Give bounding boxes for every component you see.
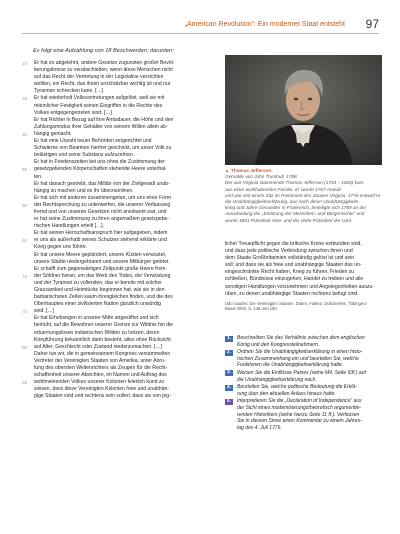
task-number-badge: 5. bbox=[226, 398, 231, 404]
text-line bbox=[16, 273, 218, 280]
text-line bbox=[16, 103, 218, 110]
caption-line: aus einer wohlhabenden Familie. Er wurde 1767 Anwalt bbox=[225, 186, 341, 192]
line-text: unsere Städte niedergebrannt und unsere Mitbürger getötet. bbox=[34, 258, 170, 265]
line-text: er uns als außerhalb seines Schutzes stehend erklärte und bbox=[34, 237, 167, 244]
line-text: Er hat Richter in Bezug auf ihre Amtsdauer, die Höhe und den bbox=[34, 116, 174, 123]
task-line: Beurteilen Sie, welche politische Bedeutung die Erklä- bbox=[237, 384, 357, 391]
line-text: Oberhauptes einer zivilisierten Nation gänzlich unwürdig bbox=[34, 301, 161, 308]
line-text: der Söldner heran, um das Werk des Todes, der Verwüstung bbox=[34, 272, 171, 279]
line-text: Er hat eine Unzahl neuer Behörden eingerichtet und bbox=[34, 138, 152, 145]
text-line bbox=[16, 230, 218, 237]
text-line bbox=[16, 259, 218, 266]
line-number: 55 bbox=[22, 167, 27, 173]
task-line: renden Historikers (siehe hierzu Seite 11 ff.). Verfassen bbox=[237, 411, 360, 418]
line-text: auf Alter, Geschlecht oder Zustand niederzumachen. […] bbox=[34, 343, 162, 350]
portrait-caption bbox=[225, 168, 387, 224]
line-number: 80 bbox=[22, 344, 27, 350]
line-text: Er hat unsere Meere geplündert, unsere Küsten verwüstet, bbox=[34, 251, 167, 258]
line-text: sind. […] bbox=[34, 308, 55, 315]
task-number-badge: 2. bbox=[226, 349, 231, 355]
line-text: wohlmeinenden Volkes unserer Kolonien feierlich kund zu bbox=[34, 379, 165, 386]
text-line bbox=[16, 358, 218, 365]
task-line: Interpretieren Sie die „Declaration of Independence“ aus bbox=[237, 398, 362, 405]
portrait-painting bbox=[225, 55, 382, 165]
task-line: tag des 4. Juli 1776. bbox=[237, 424, 282, 431]
text-line bbox=[16, 159, 218, 166]
source-line: Udo Sautter, Die Vereinigten Staaten. Daten, Fakten, Dokumente, Tübingen/ bbox=[225, 300, 367, 306]
line-text: Krieg gegen uns führte. bbox=[34, 244, 87, 251]
right-text-lines bbox=[225, 241, 385, 298]
line-text: gesetzgebenden Körperschaften stehende Heere unterhal- bbox=[34, 166, 167, 173]
source-reference bbox=[225, 301, 385, 312]
line-text: kerungskreise zu verabschieden, wenn diese Menschen nicht bbox=[34, 67, 173, 74]
text-line bbox=[16, 294, 218, 301]
task-line: der Sicht eines modernisierungstheoretisch argumentie- bbox=[237, 404, 361, 411]
text-line bbox=[16, 337, 218, 344]
line-number: 70 bbox=[22, 273, 27, 279]
text-line bbox=[16, 322, 218, 329]
text-line: sonstigen Handlungen vorzunehmen und Angelegenheiten auszu- bbox=[225, 283, 374, 290]
text-line bbox=[16, 124, 218, 131]
text-line bbox=[16, 223, 218, 230]
text-line: licher Treuepflicht gegen die britische Krone entbunden sind, bbox=[225, 241, 362, 247]
line-text: und der Tyrannei zu vollenden, das er bereits mit solcher bbox=[34, 279, 162, 286]
line-text: Schwärme von Beamten hierher geschickt, um unser Volk zu bbox=[34, 145, 172, 152]
line-number: 10 bbox=[22, 61, 27, 66]
text-line bbox=[16, 60, 218, 67]
line-text: gige Staaten sind und rechtens sein sollen; dass sie von jeg- bbox=[34, 393, 171, 400]
caption-text bbox=[225, 174, 387, 224]
line-text: hängig zu machen und es ihr überzuordnen. bbox=[34, 187, 134, 194]
line-text: barbarischsten Zeiten kaum ihresgleichen finden, und die des bbox=[34, 294, 173, 301]
text-line bbox=[16, 280, 218, 287]
line-number: 85 bbox=[22, 380, 27, 386]
text-line bbox=[16, 174, 218, 181]
line-text: Grausamkeit und Heimtücke begonnen hat, wie sie in den bbox=[34, 287, 165, 293]
text-line bbox=[16, 308, 218, 315]
line-text: Volkes entgegengetreten sind. […] bbox=[34, 109, 112, 116]
running-title: „American Revolution“: Ein moderner Staat entsteht bbox=[184, 21, 345, 28]
line-text: auf das Recht der Vertretung in der Legislative verzichten bbox=[34, 74, 164, 81]
line-text: Er schafft zum gegenwärtigen Zeitpunkt große Heere frem- bbox=[34, 265, 167, 272]
line-text: fremd und von unseren Gesetzen nicht anerkannt war, und bbox=[34, 208, 167, 215]
task-item bbox=[225, 370, 387, 383]
task-line: König und den Kongressteilnehmern. bbox=[237, 341, 320, 348]
line-text: bemüht, auf die Bewohner unserer Grenze zur Wildnis hin die bbox=[34, 322, 174, 329]
task-list bbox=[225, 335, 387, 432]
source-text-right-column bbox=[225, 241, 385, 312]
text-line bbox=[16, 344, 218, 351]
text-line bbox=[16, 188, 218, 195]
line-text: ten. bbox=[34, 173, 43, 180]
text-line bbox=[16, 237, 218, 244]
text-line bbox=[16, 351, 218, 358]
jefferson-portrait-image bbox=[225, 55, 382, 165]
line-text: hängig gemacht. bbox=[34, 130, 72, 137]
task-item bbox=[225, 349, 387, 369]
line-text: Zahlungsmodus ihrer Gehälter von seinem Willen allein ab- bbox=[34, 123, 168, 130]
text-line bbox=[16, 287, 218, 294]
task-line: rischen Zusammenhang ein und beurteilen Sie, welche bbox=[237, 355, 359, 362]
task-number-badge: 1. bbox=[226, 335, 231, 341]
task-item bbox=[225, 398, 387, 431]
line-text: Tyrannen schrecken kann. […] bbox=[34, 88, 104, 95]
header-rule bbox=[22, 33, 379, 34]
caption-line: Ausarbeitung der „Erklärung der Menschen- und Bürgerrechte“ und bbox=[225, 211, 365, 217]
text-line bbox=[16, 244, 218, 251]
text-line: schließen, Bündnisse einzugehen, Handel zu treiben und alle bbox=[225, 276, 364, 283]
line-text: Er hat in Friedenszeiten bei uns ohne die Zustimmung der bbox=[34, 159, 165, 166]
text-line: üben, zu denen unabhängige Staaten rechtens befugt sind. bbox=[225, 290, 359, 297]
task-line: Ordnen Sie die Unabhängigkeitserklärung in einen histo- bbox=[237, 349, 363, 356]
text-line bbox=[16, 117, 218, 124]
line-text: Er hat danach gestrebt, das Militär von der Zivilgewalt unab- bbox=[34, 180, 170, 187]
caption-line: Der aus Virginia stammende Thomas Jefferson (1743 – 1826) kam bbox=[225, 180, 364, 186]
page-header bbox=[22, 18, 379, 34]
line-text: Vertreter der Vereinigten Staaten von Amerika, unter Anru- bbox=[34, 357, 166, 364]
line-text: männlicher Festigkeit seinen Eingriffen in die Rechte des bbox=[34, 102, 163, 109]
line-text: Er hat Erhebungen in unserer Mitte angestiftet und sich bbox=[34, 315, 159, 322]
text-line: eingeschränkte Recht haben, Krieg zu führen, Frieden zu bbox=[225, 269, 355, 276]
line-text: Er hat sich mit anderen zusammengetan, um uns einer Form bbox=[34, 194, 172, 201]
triangle-icon: ▲ bbox=[225, 168, 229, 173]
text-line bbox=[16, 110, 218, 117]
source-text-left-column bbox=[16, 60, 218, 401]
line-text: belästigen und seine Substanz aufzuzehren. bbox=[34, 152, 135, 159]
task-line: Weisen Sie die Einflüsse Paines (siehe M4, Seite 93f.) auf bbox=[237, 369, 366, 376]
caption-line: die Unabhängigkeitserklärung, war nach deren Unabhängigkeits- bbox=[225, 199, 360, 205]
line-text: Er hat seinen Herrschaftsanspruch hier aufgegeben, indem bbox=[34, 230, 168, 237]
text-line bbox=[16, 131, 218, 138]
task-line: rung über den aktuellen Anlass hinaus hatte. bbox=[237, 390, 336, 397]
source-line: Basel 2000, S. 148 und 150 bbox=[225, 306, 277, 312]
line-number: 65 bbox=[22, 238, 27, 244]
task-line: Beschreiben Sie das Verhältnis zwischen dem englischen bbox=[237, 335, 365, 341]
text-line: soll; und dass sie als freie und unabhängige Staaten das un- bbox=[225, 262, 362, 269]
text-line bbox=[16, 372, 218, 379]
text-line bbox=[16, 216, 218, 223]
text-line: dem Staate Großbritannien vollständig gelöst ist und sein bbox=[225, 255, 355, 262]
text-line bbox=[16, 365, 218, 372]
text-line bbox=[16, 301, 218, 308]
line-text: wissen, dass diese Vereinigten Kolonien freie und unabhän- bbox=[34, 386, 170, 393]
text-line bbox=[16, 138, 218, 145]
text-line bbox=[16, 202, 218, 209]
line-text: Er hat es abgelehnt, andere Gesetze zugunsten großer Bevöl- bbox=[34, 60, 175, 66]
line-number: 60 bbox=[22, 202, 27, 208]
text-line bbox=[16, 81, 218, 88]
caption-line: und war seit einem Sitz im Parlament des Staates Virginia. 1776 entwarf er bbox=[225, 192, 381, 198]
text-line bbox=[16, 209, 218, 216]
line-text: wollten, ein Recht, das ihnen unschätzbar wichtig ist und nur bbox=[34, 81, 171, 88]
line-text: Kriegführung bekanntlich darin besteht, alles ohne Rücksicht bbox=[34, 336, 171, 343]
text-line bbox=[16, 67, 218, 74]
line-text: fung des obersten Weltenrichters als Zeugen für die Recht- bbox=[34, 365, 168, 372]
line-text: rischen Handlungen erteilt […]. bbox=[34, 223, 104, 230]
text-line bbox=[16, 393, 218, 400]
text-line bbox=[16, 266, 218, 273]
text-line: und dass jede politische Verbindung zwischen ihnen und bbox=[225, 248, 353, 255]
text-line bbox=[16, 379, 218, 386]
line-number: 75 bbox=[22, 309, 27, 315]
text-line bbox=[16, 95, 218, 102]
line-text: Er hat wiederholt Volksvertretungen aufgelöst, weil sie mit bbox=[34, 95, 165, 102]
task-line: Funktionen die Unabhängigkeitserklärung hatte. bbox=[237, 362, 344, 369]
text-line bbox=[16, 330, 218, 337]
line-number: 45 bbox=[22, 96, 27, 102]
caption-line: wurde 1801 Präsident Vize- und der dritte Präsident der USA. bbox=[225, 217, 353, 223]
text-line bbox=[16, 315, 218, 322]
text-line bbox=[16, 145, 218, 152]
line-text: der Rechtsprechung zu unterwerfen, die unserer Verfassung bbox=[34, 201, 171, 208]
text-line bbox=[16, 166, 218, 173]
line-text: erbarmungslosen indianischen Wilden zu hetzen, deren bbox=[34, 329, 160, 336]
text-line bbox=[16, 152, 218, 159]
line-text: Daher tun wir, die in gemeinsamem Kongress versammelten bbox=[34, 350, 171, 357]
intro-line: Es folgt eine Aufzählung von 18 Beschwerden; darunten: bbox=[33, 48, 174, 54]
task-item bbox=[225, 384, 387, 397]
caption-title: ▲ Thomas Jefferson. bbox=[225, 168, 273, 173]
page-number: 97 bbox=[365, 17, 379, 31]
text-line bbox=[16, 386, 218, 393]
text-line bbox=[16, 195, 218, 202]
caption-line: Gemälde von John Trumbull, 1788. bbox=[225, 174, 298, 180]
text-line bbox=[16, 74, 218, 81]
text-line bbox=[16, 252, 218, 259]
text-line bbox=[16, 88, 218, 95]
line-text: schaffenheit unserer Absichten, im Namen und Auftrag des bbox=[34, 372, 167, 379]
text-line bbox=[16, 181, 218, 188]
task-item bbox=[225, 335, 387, 348]
task-line: die Unabhängigkeitserklärung nach. bbox=[237, 376, 317, 383]
line-text: er hat seine Zustimmung zu ihren angemaßten gesetzgebe- bbox=[34, 216, 170, 223]
task-number-badge: 3. bbox=[226, 370, 231, 376]
task-number-badge: 4. bbox=[226, 384, 231, 390]
task-line: Sie in diesem Sinne einen Kommentar zu einem Jahres- bbox=[237, 418, 362, 425]
caption-line: krieg und Jahre Gesandter in Frankreich, beteiligte sich 1789 an der bbox=[225, 205, 367, 211]
line-number: 50 bbox=[22, 131, 27, 137]
